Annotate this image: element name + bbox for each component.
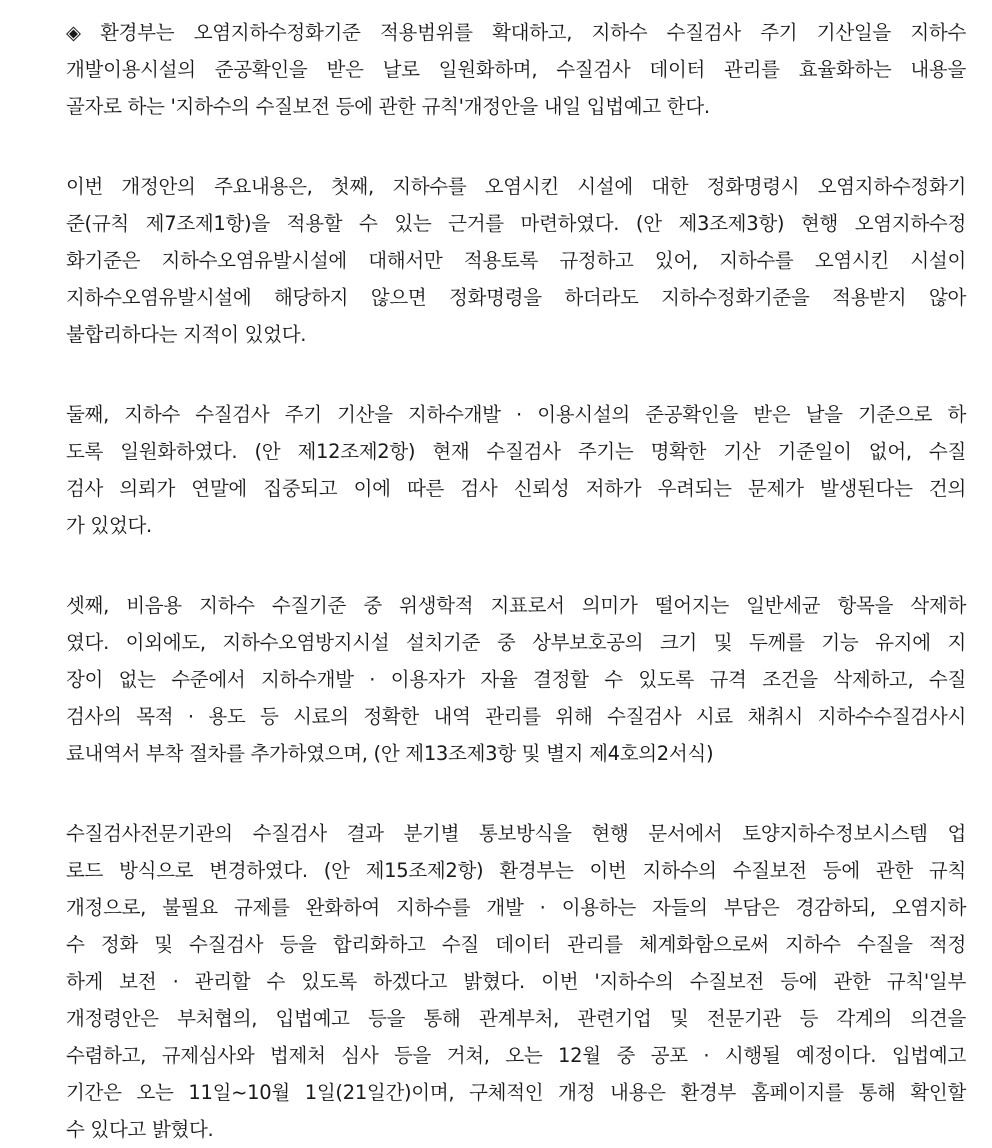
text-line: 료내역서 부착 절차를 추가하였으며, (안 제13조제3항 및 별지 제4호의2서식) [66, 742, 714, 765]
text-line: 불합리하다는 지적이 있었다. [66, 323, 307, 346]
text-line: 수 정화 및 수질검사 등을 합리화하고 수질 데이터 관리를 체계화함으로써 지하수 수질을 적정 [66, 933, 966, 956]
text-line: 가 있었다. [66, 514, 152, 537]
document-body [66, 14, 966, 1148]
text-line: 이번 개정안의 주요내용은, 첫째, 지하수를 오염시킨 시설에 대한 정화명령시 오염지하수정화기 [66, 175, 966, 198]
text-line: 기간은 오는 11일~10월 1일(21일간)이며, 구체적인 개정 내용은 환경부 홈페이지를 통해 확인할 [66, 1081, 966, 1104]
text-line: 준(규칙 제7조제1항)을 적용할 수 있는 근거를 마련하였다. (안 제3조제3항) 현행 오염지하수정 [66, 212, 966, 235]
paragraph-summary [66, 14, 966, 125]
text-line: ◈ 환경부는 오염지하수정화기준 적용범위를 확대하고, 지하수 수질검사 주기 기산일을 지하수 [66, 21, 966, 44]
text-line: 하게 보전 · 관리할 수 있도록 하겠다고 밝혔다. 이번 '지하수의 수질보전 등에 관한 규칙'일부 [66, 970, 966, 993]
text-line: 둘째, 지하수 수질검사 주기 기산을 지하수개발 · 이용시설의 준공확인을 받은 날을 기준으로 하 [66, 403, 966, 426]
text-line: 수렴하고, 규제심사와 법제처 심사 등을 거쳐, 오는 12월 중 공포 · 시행될 예정이다. 입법예고 [66, 1044, 966, 1067]
text-line: 지하수오염유발시설에 해당하지 않으면 정화명령을 하더라도 지하수정화기준을 적용받지 않아 [66, 286, 966, 309]
text-line: 도록 일원화하였다. (안 제12조제2항) 현재 수질검사 주기는 명확한 기산 기준일이 없어, 수질 [66, 440, 966, 463]
text-line: 검사 의뢰가 연말에 집중되고 이에 따른 검사 신뢰성 저하가 우려되는 문제가 발생된다는 건의 [66, 477, 966, 500]
text-line: 장이 없는 수준에서 지하수개발 · 이용자가 자율 결정할 수 있도록 규격 조건을 삭제하고, 수질 [66, 668, 966, 691]
paragraph-closing [66, 815, 966, 1148]
paragraph-second-change [66, 396, 966, 544]
text-line: 개발이용시설의 준공확인을 받은 날로 일원화하며, 수질검사 데이터 관리를 효율화하는 내용을 [66, 58, 966, 81]
paragraph-first-change [66, 168, 966, 353]
text-line: 검사의 목적 · 용도 등 시료의 정확한 내역 관리를 위해 수질검사 시료 채취시 지하수수질검사시 [66, 705, 966, 728]
paragraph-third-change [66, 587, 966, 772]
text-line: 개정으로, 불필요 규제를 완화하여 지하수를 개발 · 이용하는 자들의 부담은 경감하되, 오염지하 [66, 896, 966, 919]
text-line: 수 있다고 밝혔다. [66, 1118, 214, 1141]
text-line: 로드 방식으로 변경하였다. (안 제15조제2항) 환경부는 이번 지하수의 수질보전 등에 관한 규칙 [66, 859, 966, 882]
text-line: 수질검사전문기관의 수질검사 결과 분기별 통보방식을 현행 문서에서 토양지하수정보시스템 업 [66, 822, 966, 845]
text-line: 였다. 이외에도, 지하수오염방지시설 설치기준 중 상부보호공의 크기 및 두께를 기능 유지에 지 [66, 631, 966, 654]
text-line: 개정령안은 부처협의, 입법예고 등을 통해 관계부처, 관련기업 및 전문기관 등 각계의 의견을 [66, 1007, 966, 1030]
text-line: 골자로 하는 '지하수의 수질보전 등에 관한 규칙'개정안을 내일 입법예고 한다. [66, 95, 710, 118]
text-line: 화기준은 지하수오염유발시설에 대해서만 적용토록 규정하고 있어, 지하수를 오염시킨 시설이 [66, 249, 966, 272]
text-line: 셋째, 비음용 지하수 수질기준 중 위생학적 지표로서 의미가 떨어지는 일반세균 항목을 삭제하 [66, 594, 966, 617]
